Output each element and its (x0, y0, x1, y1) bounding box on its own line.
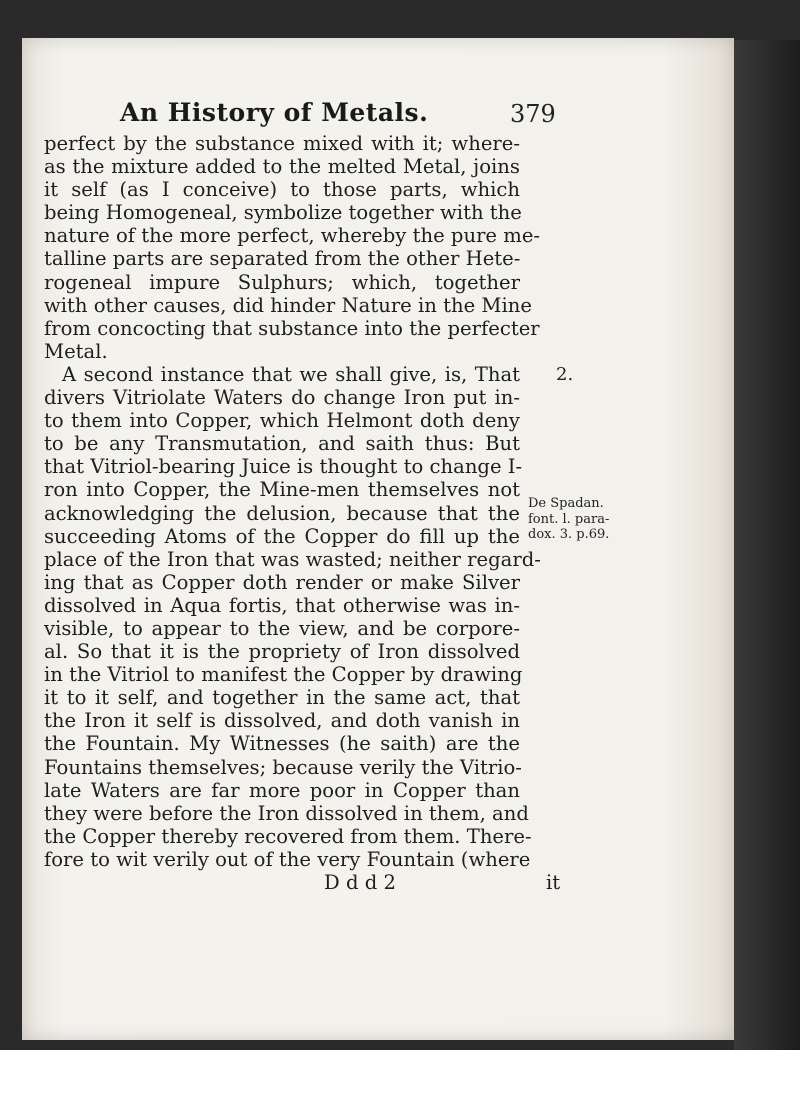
text-line: Metal. (44, 339, 108, 363)
body-text (44, 132, 561, 894)
text-line: it self (as I conceive) to those parts, which (44, 178, 520, 202)
text-line: being Homogeneal, symbolize together with the (44, 201, 522, 225)
text-line: fore to wit verily out of the very Fountain (where (44, 847, 531, 871)
bottom-margin (0, 1050, 800, 1101)
page-number: 379 (510, 100, 556, 128)
text-line: as the mixture added to the melted Metal, joins (44, 155, 520, 179)
text-line: Fountains themselves; because verily the Vitrio- (44, 755, 522, 779)
text-line: the Copper thereby recovered from them. There- (44, 824, 532, 848)
text-line: in the Vitriol to manifest the Copper by drawing (44, 663, 523, 687)
text-line: visible, to appear to the view, and be corpore- (44, 616, 520, 640)
text-line: ing that as Copper doth render or make Silver (44, 570, 520, 594)
text-line: the Fountain. My Witnesses (he saith) are the (44, 732, 520, 756)
text-line: the Iron it self is dissolved, and doth vanish in (44, 709, 520, 733)
text-line: al. So that it is the propriety of Iron dissolved (44, 640, 520, 664)
text-line: with other causes, did hinder Nature in the Mine (44, 293, 532, 317)
text-line: succeeding Atoms of the Copper do fill up the (44, 524, 520, 548)
text-line: place of the Iron that was wasted; neither regard- (44, 547, 541, 571)
margin-number: 2. (556, 364, 574, 385)
text-line: dissolved in Aqua fortis, that otherwise was in- (44, 593, 520, 617)
text-line: that Vitriol-bearing Juice is thought to change I- (44, 455, 523, 479)
text-line: perfect by the substance mixed with it; where- (44, 132, 520, 155)
margin-note-line: font. l. para- (528, 511, 610, 527)
signature-mark: D d d 2 (324, 871, 396, 894)
text-line: acknowledging the delusion, because that the (44, 501, 520, 525)
catchword: it (545, 871, 561, 894)
text-line: late Waters are far more poor in Copper than (44, 778, 520, 802)
text-line: to them into Copper, which Helmont doth deny (44, 409, 520, 433)
margin-note (528, 496, 608, 543)
margin-note-line: dox. 3. p.69. (528, 527, 610, 542)
text-line: ron into Copper, the Mine-men themselves not (44, 478, 520, 502)
text-line: from concocting that substance into the perfecter (44, 316, 540, 340)
text-line: it to it self, and together in the same act, that (44, 686, 520, 710)
text-line: they were before the Iron dissolved in them, and (44, 801, 529, 825)
text-line: to be any Transmutation, and saith thus: But (44, 432, 520, 456)
text-line: A second instance that we shall give, is, That (62, 362, 520, 386)
text-line: talline parts are separated from the other Hete- (44, 247, 521, 271)
margin-note-line: De Spadan. (528, 496, 604, 511)
right-shadow-strip (734, 40, 800, 1050)
running-head: An History of Metals. (120, 98, 429, 127)
text-line: nature of the more perfect, whereby the pure me- (44, 224, 541, 248)
text-line: divers Vitriolate Waters do change Iron put in- (44, 386, 520, 410)
signature-line (44, 871, 561, 894)
text-line: rogeneal impure Sulphurs; which, together (44, 270, 520, 294)
